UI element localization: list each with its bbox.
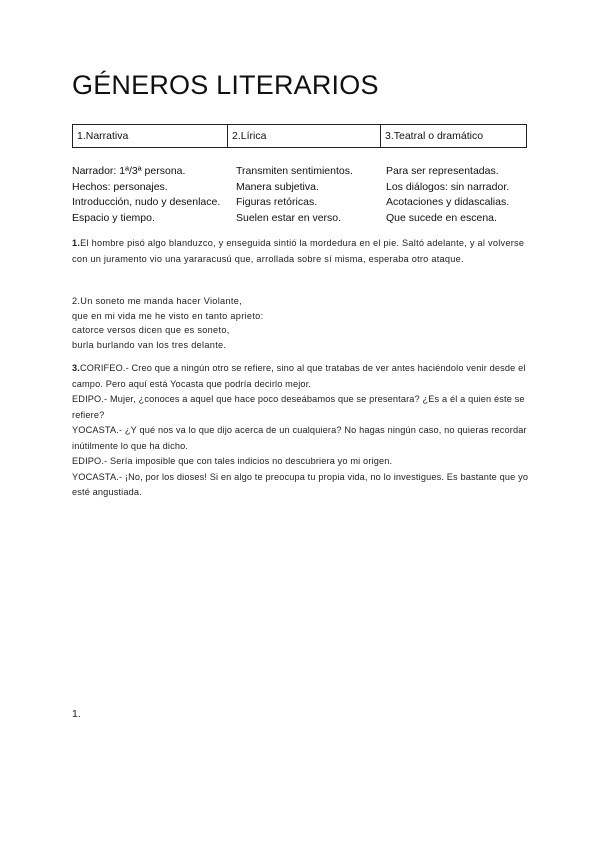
lirica-features: [236, 164, 353, 226]
list-item: Hechos: personajes.: [72, 180, 168, 193]
table-cell-teatral: 3.Teatral o dramático: [381, 125, 527, 148]
example-teatral: [72, 361, 530, 501]
example-narrativa: [72, 236, 530, 267]
dialogue-line: EDIPO.- Sería imposible que con tales indicios no descubriera yo mi origen.: [72, 456, 393, 466]
narrativa-features: [72, 164, 220, 226]
table-cell-lirica: 2.Lírica: [228, 125, 381, 148]
dialogue-line: YOCASTA.- ¿Y qué nos va lo que dijo acerca de un cualquiera? No hagas ningún caso, no quieras recordar inútilmente lo que ha dicho.: [72, 425, 527, 451]
list-item: Suelen estar en verso.: [236, 211, 342, 224]
teatral-features: [386, 164, 509, 226]
list-item: Manera subjetiva.: [236, 180, 319, 193]
dialogue-line: CORIFEO.- Creo que a ningún otro se refiere, sino al que tratabas de ver antes haciéndolo venir desde el campo. Pero aquí está Yocasta que podría decirlo mejor.: [72, 363, 526, 389]
example-text: El hombre pisó algo blanduzco, y enseguida sintió la mordedura en el pie. Saltó adelante, y al volverse con un juramento vio una yararacusú que, arrollada sobre sí misma, esperaba otro ataque.: [72, 238, 525, 264]
table-row: [73, 125, 527, 148]
dialogue-line: YOCASTA.- ¡No, por los dioses! Si en algo te preocupa tu propia vida, no lo investigues. Es bastante que yo esté angustiada.: [72, 471, 529, 497]
list-item: Espacio y tiempo.: [72, 211, 155, 224]
verse-line: que en mi vida me he visto en tanto aprieto:: [72, 310, 264, 321]
example-lirica: [72, 294, 530, 352]
example-number: 1.: [72, 238, 81, 248]
genres-table: [72, 124, 527, 148]
footer-number: 1.: [72, 708, 81, 720]
list-item: Narrador: 1ª/3ª persona.: [72, 165, 186, 177]
verse-line: catorce versos dicen que es soneto,: [72, 325, 230, 335]
table-cell-narrativa: 1.Narrativa: [73, 125, 228, 148]
list-item: Introducción, nudo y desenlace.: [72, 196, 221, 208]
list-item: Transmiten sentimientos.: [236, 165, 353, 177]
page-title: GÉNEROS LITERARIOS: [72, 70, 379, 100]
list-item: Acotaciones y didascalias.: [386, 196, 510, 208]
list-item: Los diálogos: sin narrador.: [386, 180, 510, 193]
example-number: 3.: [72, 363, 80, 373]
list-item: Que sucede en escena.: [386, 211, 497, 224]
verse-line: 2.Un soneto me manda hacer Violante,: [72, 296, 242, 306]
list-item: Para ser representadas.: [386, 165, 499, 177]
list-item: Figuras retóricas.: [236, 196, 318, 208]
verse-line: burla burlando van los tres delante.: [72, 339, 227, 350]
dialogue-line: EDIPO.- Mujer, ¿conoces a aquel que hace poco deseábamos que se presentara? ¿Es a él a quien éste se refiere?: [72, 394, 525, 420]
